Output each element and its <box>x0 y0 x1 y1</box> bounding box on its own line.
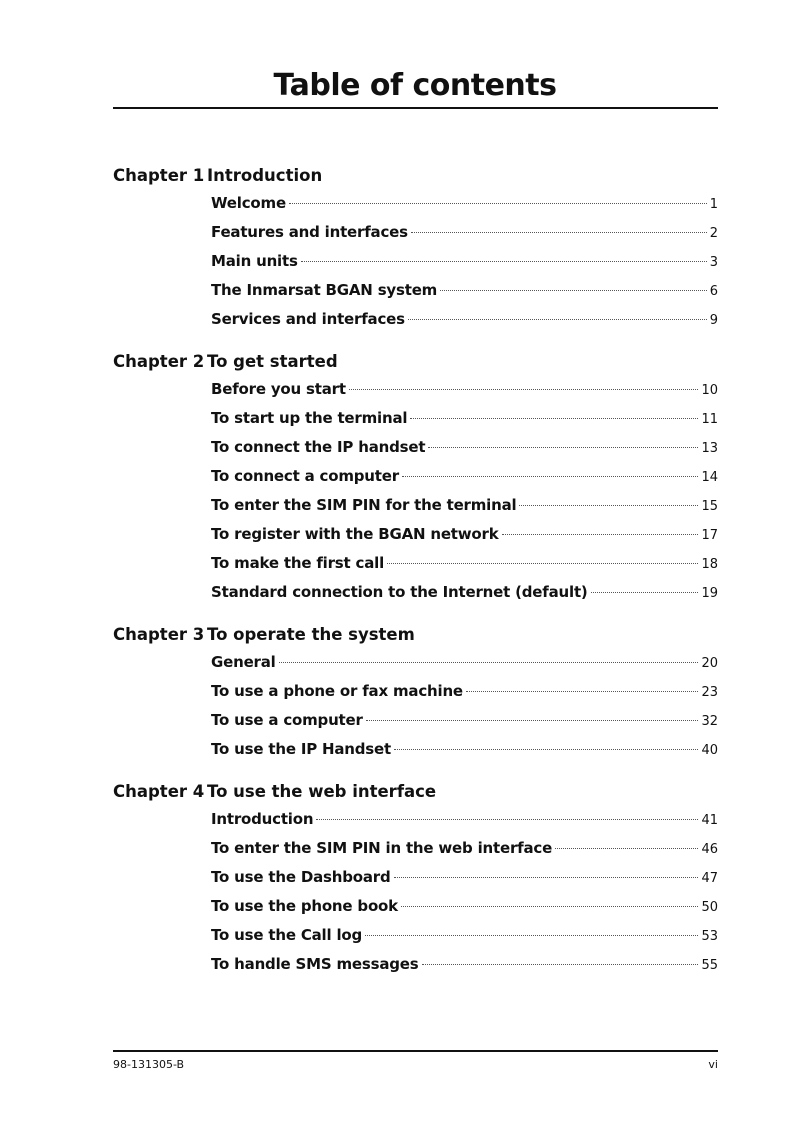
entry-title: To use the IP Handset <box>211 740 391 758</box>
entry-title: To start up the terminal <box>211 409 408 427</box>
chapter-heading[interactable] <box>113 163 718 189</box>
entry-page-number: 6 <box>709 284 718 299</box>
chapter-heading[interactable] <box>113 622 718 648</box>
chapter-section <box>113 349 718 607</box>
document-number: 98-131305-B <box>113 1058 185 1071</box>
entry-page-number: 53 <box>701 929 718 944</box>
entry-title: To use the Call log <box>211 926 363 944</box>
toc-entry[interactable] <box>211 305 718 334</box>
chapter-heading[interactable] <box>113 779 718 805</box>
toc-entry[interactable] <box>211 462 718 491</box>
chapter-number: Chapter 4 <box>113 782 205 801</box>
entry-title: To handle SMS messages <box>211 955 419 973</box>
dot-leader <box>366 720 699 721</box>
entry-title: To enter the SIM PIN in the web interface <box>211 839 553 857</box>
entry-page-number: 19 <box>701 586 718 601</box>
entry-page-number: 13 <box>701 441 718 456</box>
dot-leader <box>428 447 698 448</box>
toc-entry[interactable] <box>211 276 718 305</box>
entry-page-number: 18 <box>701 557 718 572</box>
toc-entry[interactable] <box>211 805 718 834</box>
toc-entry[interactable] <box>211 520 718 549</box>
dot-leader <box>410 418 698 419</box>
entry-title: The Inmarsat BGAN system <box>211 281 438 299</box>
entry-title: Main units <box>211 252 298 270</box>
entry-title: To use a phone or fax machine <box>211 682 463 700</box>
entry-title: To use the Dashboard <box>211 868 391 886</box>
dot-leader <box>519 505 698 506</box>
entry-page-number: 11 <box>701 412 718 427</box>
dot-leader <box>466 691 699 692</box>
entry-page-number: 17 <box>701 528 718 543</box>
dot-leader <box>402 476 699 477</box>
entry-title: To use the phone book <box>211 897 398 915</box>
toc-entry[interactable] <box>211 549 718 578</box>
chapter-title: To use the web interface <box>207 782 437 801</box>
chapter-section <box>113 779 718 979</box>
entry-title: To connect a computer <box>211 467 399 485</box>
entry-page-number: 55 <box>701 958 718 973</box>
entry-page-number: 41 <box>701 813 718 828</box>
dot-leader <box>502 534 699 535</box>
dot-leader <box>387 563 698 564</box>
page-number: vi <box>708 1058 718 1071</box>
dot-leader <box>440 290 707 291</box>
dot-leader <box>401 906 699 907</box>
toc-entry[interactable] <box>211 677 718 706</box>
entry-page-number: 32 <box>701 714 718 729</box>
entry-page-number: 23 <box>701 685 718 700</box>
entry-title: Introduction <box>211 810 314 828</box>
entry-page-number: 2 <box>709 226 718 241</box>
entry-page-number: 46 <box>701 842 718 857</box>
dot-leader <box>408 319 707 320</box>
dot-leader <box>365 935 698 936</box>
toc-entry[interactable] <box>211 491 718 520</box>
toc-entry[interactable] <box>211 950 718 979</box>
toc-entry[interactable] <box>211 648 718 677</box>
entry-page-number: 1 <box>709 197 718 212</box>
chapter-number: Chapter 1 <box>113 166 205 185</box>
entry-title: To use a computer <box>211 711 363 729</box>
entry-page-number: 47 <box>701 871 718 886</box>
dot-leader <box>591 592 699 593</box>
chapter-heading[interactable] <box>113 349 718 375</box>
toc-entry[interactable] <box>211 921 718 950</box>
entry-title: Before you start <box>211 380 346 398</box>
chapter-title: To operate the system <box>207 625 415 644</box>
dot-leader <box>555 848 698 849</box>
chapter-number: Chapter 2 <box>113 352 205 371</box>
toc-entry[interactable] <box>211 735 718 764</box>
dot-leader <box>394 877 699 878</box>
entry-title: General <box>211 653 276 671</box>
entry-page-number: 15 <box>701 499 718 514</box>
entry-title: Welcome <box>211 194 286 212</box>
toc-entry[interactable] <box>211 247 718 276</box>
chapter-title: Introduction <box>207 166 323 185</box>
entry-page-number: 3 <box>709 255 718 270</box>
entry-title: Services and interfaces <box>211 310 405 328</box>
dot-leader <box>279 662 699 663</box>
toc-entry[interactable] <box>211 404 718 433</box>
toc-entry[interactable] <box>211 892 718 921</box>
entry-page-number: 40 <box>701 743 718 758</box>
toc-entry[interactable] <box>211 218 718 247</box>
footer <box>113 1058 718 1071</box>
chapter-section <box>113 163 718 334</box>
toc-entry[interactable] <box>211 834 718 863</box>
entry-title: To register with the BGAN network <box>211 525 499 543</box>
entry-page-number: 50 <box>701 900 718 915</box>
entry-page-number: 9 <box>709 313 718 328</box>
entry-title: Features and interfaces <box>211 223 408 241</box>
entry-title: To connect the IP handset <box>211 438 426 456</box>
footer-rule <box>113 1050 718 1052</box>
toc-entry[interactable] <box>211 375 718 404</box>
entry-page-number: 10 <box>701 383 718 398</box>
dot-leader <box>394 749 698 750</box>
table-of-contents <box>113 163 718 994</box>
chapter-section <box>113 622 718 764</box>
dot-leader <box>316 819 698 820</box>
title-rule <box>113 107 718 109</box>
entry-title: Standard connection to the Internet (default) <box>211 583 588 601</box>
dot-leader <box>422 964 699 965</box>
toc-entry[interactable] <box>211 578 718 607</box>
entry-page-number: 14 <box>701 470 718 485</box>
entry-title: To make the first call <box>211 554 385 572</box>
toc-entry[interactable] <box>211 863 718 892</box>
toc-entry[interactable] <box>211 706 718 735</box>
page-title: Table of contents <box>273 68 557 103</box>
dot-leader <box>349 389 699 390</box>
dot-leader <box>301 261 707 262</box>
toc-entry[interactable] <box>211 189 718 218</box>
dot-leader <box>289 203 707 204</box>
dot-leader <box>411 232 707 233</box>
toc-entry[interactable] <box>211 433 718 462</box>
entry-title: To enter the SIM PIN for the terminal <box>211 496 517 514</box>
chapter-number: Chapter 3 <box>113 625 205 644</box>
chapter-title: To get started <box>207 352 338 371</box>
entry-page-number: 20 <box>701 656 718 671</box>
